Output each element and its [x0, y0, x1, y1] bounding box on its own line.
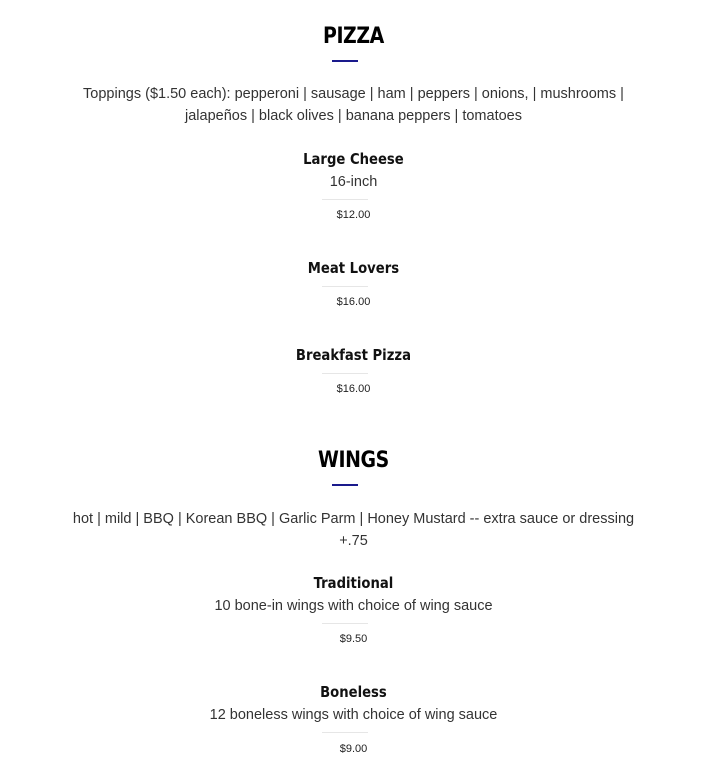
- menu-item-price: $16.00: [336, 296, 371, 308]
- menu-item-name: Boneless: [320, 683, 387, 701]
- menu-item-divider: [322, 732, 368, 733]
- menu-item-divider: [322, 623, 368, 624]
- pizza-title-underline: [332, 60, 358, 62]
- menu-item-divider: [322, 199, 368, 200]
- menu-item-name: Traditional: [313, 574, 394, 592]
- menu-item-price: $12.00: [336, 209, 371, 221]
- pizza-section-title: PIZZA: [323, 24, 384, 49]
- menu-item-description: 16-inch: [329, 174, 378, 190]
- wings-sauces-description: hot | mild | BBQ | Korean BBQ | Garlic Parm | Honey Mustard -- extra sauce or dressing +.75: [72, 511, 635, 549]
- menu-item-price: $9.00: [339, 743, 368, 755]
- menu-item-description: 12 boneless wings with choice of wing sauce: [209, 707, 498, 723]
- menu-item-name: Breakfast Pizza: [295, 346, 411, 364]
- pizza-toppings-description: Toppings ($1.50 each): pepperoni | sausage | ham | peppers | onions, | mushrooms | jalapeños | black olives | banana peppers | tomatoes: [83, 86, 624, 124]
- wings-title-underline: [332, 484, 358, 486]
- menu-item-description: 10 bone-in wings with choice of wing sauce: [214, 598, 493, 614]
- menu-item-divider: [322, 286, 368, 287]
- wings-section-title: WINGS: [318, 448, 389, 473]
- menu-item-price: $9.50: [339, 633, 368, 645]
- menu-item-divider: [322, 373, 368, 374]
- menu-item-price: $16.00: [336, 383, 371, 395]
- menu-item-name: Large Cheese: [303, 150, 404, 168]
- menu-item-name: Meat Lovers: [307, 259, 400, 277]
